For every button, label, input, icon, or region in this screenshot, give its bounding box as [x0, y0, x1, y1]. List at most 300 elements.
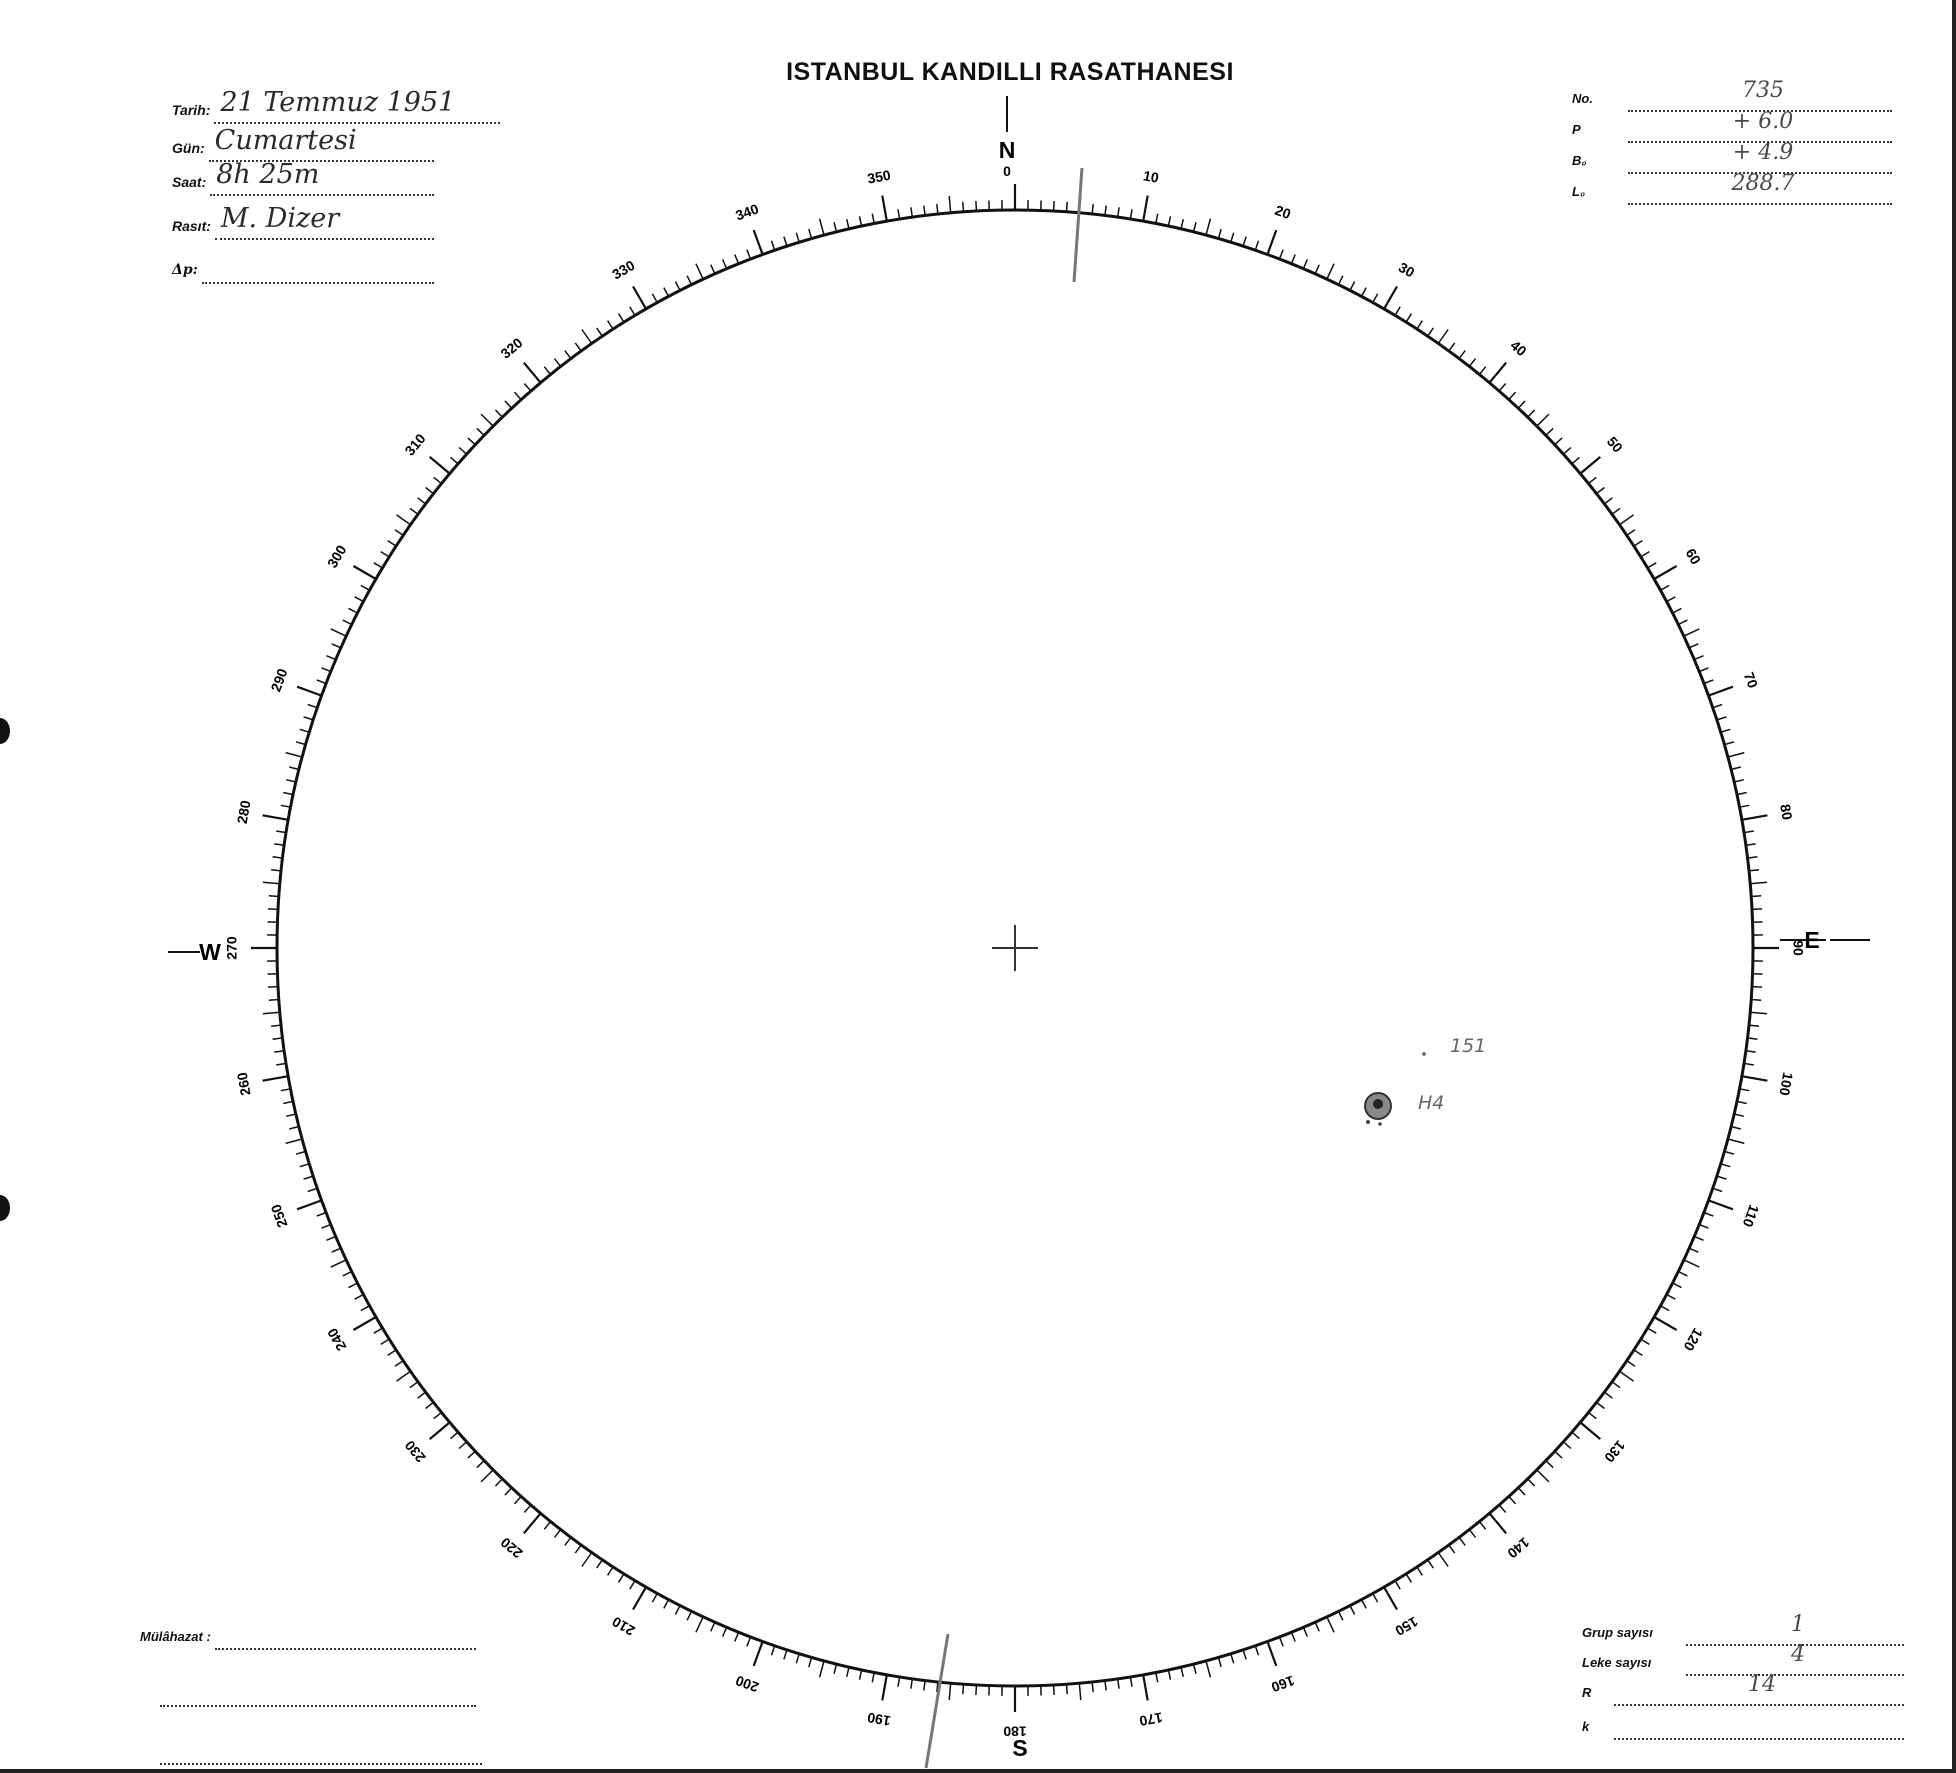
degree-tick	[1479, 1522, 1485, 1530]
degree-tick	[1704, 1213, 1713, 1217]
degree-tick	[1105, 1681, 1106, 1691]
degree-label: 60	[1682, 545, 1705, 568]
degree-tick	[1267, 1642, 1276, 1666]
degree-tick	[481, 1470, 493, 1482]
degree-tick	[524, 1505, 531, 1513]
degree-tick	[1751, 1000, 1761, 1001]
degree-tick	[495, 410, 502, 417]
degree-tick	[882, 1675, 887, 1701]
degree-tick	[747, 1637, 751, 1646]
degree-tick	[1728, 1139, 1744, 1143]
degree-tick	[459, 1442, 467, 1449]
degree-tick	[1130, 209, 1132, 219]
degree-tick	[308, 705, 317, 708]
degree-tick	[1746, 844, 1756, 845]
degree-tick	[687, 276, 691, 285]
degree-tick	[696, 264, 703, 279]
degree-tick	[1327, 1617, 1334, 1632]
degree-tick	[747, 250, 751, 259]
degree-tick	[1315, 265, 1319, 274]
degree-tick	[1563, 448, 1571, 455]
degree-tick	[949, 196, 951, 213]
degree-tick	[1384, 286, 1397, 309]
degree-tick	[286, 753, 302, 757]
degree-tick	[1731, 1127, 1741, 1130]
degree-tick	[1713, 1188, 1722, 1191]
degree-tick	[269, 896, 279, 897]
degree-label: 40	[1507, 336, 1530, 360]
degree-tick	[723, 1627, 727, 1636]
degree-tick	[1724, 742, 1734, 745]
degree-tick	[343, 1272, 352, 1276]
degree-tick	[481, 414, 493, 426]
degree-label: 70	[1740, 670, 1762, 691]
degree-tick	[1231, 233, 1234, 243]
degree-tick	[1563, 1442, 1571, 1449]
degree-tick	[1750, 882, 1767, 884]
b0-label: B₀	[1572, 153, 1587, 168]
degree-tick	[524, 1513, 541, 1533]
degree-tick	[410, 508, 418, 514]
degree-tick	[723, 260, 727, 269]
degree-tick	[426, 1402, 434, 1408]
degree-label: 300	[323, 542, 350, 571]
degree-tick	[664, 1600, 669, 1609]
degree-tick	[1654, 1317, 1677, 1330]
degree-tick	[1572, 1432, 1580, 1439]
degree-label: 350	[866, 166, 892, 187]
degree-tick	[872, 1672, 874, 1682]
degree-tick	[575, 1545, 581, 1553]
degree-tick	[1555, 1451, 1562, 1458]
degree-tick	[949, 1683, 951, 1700]
degree-label: 310	[401, 430, 429, 459]
degree-tick	[1181, 1667, 1183, 1677]
degree-tick	[1580, 457, 1600, 474]
degree-tick	[1721, 729, 1731, 732]
degree-tick	[1373, 294, 1378, 303]
degree-tick	[1267, 230, 1276, 254]
degree-tick	[754, 1642, 763, 1666]
degree-tick	[281, 1089, 291, 1091]
degree-tick	[882, 196, 887, 222]
degree-tick	[1744, 831, 1754, 833]
degree-tick	[652, 1594, 657, 1603]
degree-tick	[1194, 1664, 1197, 1674]
degree-tick	[597, 1560, 603, 1568]
degree-tick	[1489, 363, 1506, 383]
degree-tick	[505, 401, 512, 408]
degree-tick	[544, 367, 550, 375]
degree-tick	[1231, 1654, 1234, 1664]
degree-tick	[430, 457, 450, 474]
degree-tick	[434, 1412, 442, 1418]
p-angle-value[interactable]: + 6.0	[1628, 107, 1892, 143]
degree-tick	[1634, 541, 1642, 547]
degree-tick	[696, 1617, 703, 1632]
degree-tick	[343, 620, 352, 624]
degree-label: 90	[1790, 940, 1807, 956]
degree-tick	[515, 1496, 522, 1504]
degree-tick	[1546, 428, 1553, 435]
degree-tick	[353, 1317, 376, 1330]
degree-tick	[322, 668, 331, 672]
group-count-value[interactable]: 1	[1686, 1610, 1904, 1646]
degree-tick	[1604, 1392, 1612, 1398]
degree-tick	[1750, 1012, 1767, 1014]
b0-value[interactable]: + 4.9	[1628, 138, 1892, 174]
day-value[interactable]: Cumartesi	[209, 126, 434, 162]
degree-tick	[477, 428, 484, 435]
degree-tick	[395, 530, 403, 536]
degree-tick	[1641, 1339, 1649, 1344]
degree-tick	[1406, 1574, 1411, 1582]
degree-tick	[459, 448, 467, 455]
degree-tick	[1315, 1622, 1319, 1631]
degree-tick	[597, 328, 603, 336]
degree-tick	[1742, 815, 1768, 820]
degree-tick	[1721, 1164, 1731, 1167]
degree-tick	[834, 222, 837, 232]
degree-label: 150	[1392, 1613, 1421, 1640]
degree-tick	[304, 717, 314, 720]
degree-tick	[1572, 457, 1580, 464]
degree-tick	[1648, 563, 1657, 568]
degree-tick	[1734, 1114, 1744, 1116]
degree-tick	[772, 1646, 775, 1655]
degree-tick	[754, 230, 763, 254]
degree-tick	[898, 209, 900, 219]
degree-tick	[1406, 314, 1411, 322]
degree-tick	[834, 1664, 837, 1674]
sunspot-number-label: 151	[1450, 1035, 1487, 1057]
degree-tick	[924, 206, 925, 216]
degree-tick	[1654, 566, 1677, 579]
degree-tick	[361, 585, 370, 590]
degree-tick	[1280, 250, 1284, 259]
degree-tick	[860, 216, 862, 226]
wolf-number-value[interactable]: 14	[1614, 1670, 1904, 1706]
degree-label: 170	[1138, 1709, 1164, 1730]
degree-tick	[1292, 255, 1296, 264]
degree-tick	[296, 742, 306, 745]
degree-tick	[582, 330, 592, 344]
date-label: Tarih:	[172, 102, 211, 118]
degree-tick	[286, 780, 296, 782]
degree-tick	[1724, 1151, 1734, 1154]
degree-tick	[619, 314, 624, 322]
degree-tick	[1168, 216, 1170, 226]
degree-tick	[353, 566, 376, 579]
degree-tick	[268, 909, 278, 910]
degree-label: 260	[233, 1071, 254, 1097]
degree-label: 230	[401, 1437, 429, 1466]
degree-tick	[1589, 477, 1597, 483]
degree-tick	[1667, 1295, 1676, 1300]
degree-tick	[630, 307, 635, 316]
degree-tick	[1067, 1684, 1068, 1694]
sunspot-small	[1366, 1120, 1370, 1124]
degree-tick	[327, 656, 336, 660]
degree-tick	[1054, 1685, 1055, 1695]
degree-label: 290	[267, 666, 291, 694]
degree-label: 340	[733, 200, 761, 224]
degree-tick	[1156, 1672, 1158, 1682]
degree-tick	[1589, 1412, 1597, 1418]
degree-tick	[361, 1306, 370, 1311]
degree-tick	[1739, 1089, 1749, 1091]
degree-tick	[633, 286, 646, 309]
delta-p-label: Δp:	[172, 262, 198, 278]
degree-tick	[1130, 1677, 1132, 1687]
degree-tick	[1156, 214, 1158, 224]
degree-tick	[1694, 1236, 1703, 1240]
axis-mark-north	[1074, 168, 1082, 282]
degree-tick	[1417, 1567, 1423, 1575]
faint-dot	[1422, 1052, 1426, 1056]
degree-tick	[1206, 1661, 1210, 1677]
degree-tick	[1255, 241, 1258, 250]
degree-tick	[1746, 1051, 1756, 1052]
degree-tick	[269, 1000, 279, 1001]
degree-tick	[1449, 343, 1455, 351]
degree-tick	[349, 1283, 358, 1288]
degree-tick	[349, 608, 358, 613]
degree-tick	[1752, 987, 1762, 988]
degree-tick	[1067, 202, 1068, 212]
degree-tick	[1739, 805, 1749, 807]
degree-tick	[1194, 222, 1197, 232]
degree-tick	[1243, 237, 1246, 247]
degree-tick	[847, 1667, 849, 1677]
degree-tick	[675, 1606, 680, 1615]
degree-tick	[1459, 1537, 1465, 1545]
degree-tick	[1673, 608, 1682, 613]
time-label: Saat:	[172, 174, 207, 190]
degree-tick	[630, 1581, 635, 1590]
degree-tick	[555, 359, 561, 367]
degree-tick	[575, 343, 581, 351]
degree-tick	[397, 1371, 411, 1381]
degree-tick	[1168, 1670, 1170, 1680]
degree-tick	[1339, 1611, 1343, 1620]
degree-tick	[1181, 219, 1183, 229]
degree-tick	[1620, 515, 1634, 525]
degree-tick	[468, 1451, 475, 1458]
degree-tick	[911, 1679, 912, 1689]
degree-tick	[1417, 321, 1423, 329]
degree-tick	[1667, 597, 1676, 602]
degree-tick	[477, 1461, 484, 1468]
degree-tick	[820, 1661, 824, 1677]
degree-label: 50	[1603, 433, 1627, 456]
north-zero-label: 0	[1003, 163, 1011, 179]
degree-tick	[796, 233, 799, 243]
degree-tick	[687, 1611, 691, 1620]
degree-tick	[1438, 330, 1448, 344]
sunspot-small	[1378, 1122, 1382, 1126]
spot-count-value[interactable]: 4	[1686, 1640, 1904, 1676]
day-label: Gün:	[172, 140, 205, 156]
degree-tick	[426, 488, 434, 494]
l0-value[interactable]: 288.7	[1628, 169, 1892, 205]
degree-tick	[796, 1654, 799, 1664]
l0-label: L₀	[1572, 184, 1586, 199]
degree-tick	[1744, 1063, 1754, 1065]
degree-tick	[332, 1248, 341, 1252]
degree-tick	[1428, 1560, 1434, 1568]
degree-tick	[430, 1422, 450, 1439]
degree-tick	[809, 1657, 812, 1667]
degree-tick	[418, 1392, 426, 1398]
degree-tick	[1620, 1371, 1634, 1381]
degree-label: 320	[497, 334, 526, 362]
degree-tick	[263, 815, 289, 820]
degree-tick	[963, 1684, 964, 1694]
degree-tick	[1395, 307, 1400, 316]
degree-tick	[1648, 1328, 1657, 1333]
degree-tick	[664, 288, 669, 297]
date-value[interactable]: 21 Temmuz 1951	[214, 88, 500, 124]
degree-label: 110	[1739, 1202, 1763, 1230]
degree-tick	[1678, 620, 1687, 624]
degree-tick	[1054, 201, 1055, 211]
degree-tick	[544, 1522, 550, 1530]
degree-tick	[1255, 1646, 1258, 1655]
degree-tick	[1709, 1200, 1733, 1209]
degree-tick	[1751, 896, 1761, 897]
degree-tick	[300, 729, 310, 732]
degree-tick	[1206, 219, 1210, 235]
degree-tick	[1748, 1038, 1758, 1039]
degree-tick	[289, 767, 299, 770]
number-value[interactable]: 735	[1628, 76, 1892, 112]
degree-tick	[271, 870, 281, 871]
degree-label: 80	[1777, 802, 1796, 822]
degree-tick	[418, 498, 426, 504]
degree-tick	[872, 214, 874, 224]
degree-tick	[1469, 359, 1475, 367]
degree-tick	[1749, 870, 1759, 871]
number-label: No.	[1572, 91, 1593, 106]
degree-tick	[1438, 1553, 1448, 1567]
degree-tick	[524, 384, 531, 392]
degree-label: 160	[1269, 1672, 1297, 1696]
degree-tick	[1303, 1627, 1307, 1636]
degree-tick	[1459, 351, 1465, 359]
degree-tick	[1350, 282, 1355, 291]
degree-tick	[565, 351, 571, 359]
wolf-number-label: R	[1582, 1685, 1592, 1700]
degree-tick	[397, 515, 411, 525]
time-value[interactable]: 8h 25m	[210, 160, 434, 196]
degree-tick	[274, 844, 284, 845]
degree-tick	[1634, 1350, 1642, 1356]
degree-tick	[1597, 1402, 1605, 1408]
degree-tick	[1143, 1675, 1148, 1701]
degree-tick	[1661, 585, 1670, 590]
degree-tick	[1499, 384, 1506, 392]
degree-tick	[1428, 328, 1434, 336]
degree-label: 250	[267, 1202, 291, 1230]
degree-label: 240	[323, 1325, 350, 1354]
degree-label: 180	[1003, 1723, 1027, 1740]
degree-tick	[263, 882, 280, 884]
degree-tick	[1661, 1306, 1670, 1311]
degree-tick	[1499, 1505, 1506, 1513]
degree-tick	[976, 1685, 977, 1695]
degree-tick	[1737, 793, 1747, 795]
degree-tick	[1704, 680, 1713, 684]
degree-tick	[524, 363, 541, 383]
degree-tick	[1546, 1461, 1553, 1468]
degree-tick	[388, 541, 396, 547]
degree-tick	[898, 1677, 900, 1687]
axis-mark-south	[926, 1634, 948, 1768]
degree-tick	[1373, 1594, 1378, 1603]
degree-tick	[633, 1587, 646, 1610]
degree-tick	[327, 1236, 336, 1240]
degree-label: 30	[1395, 258, 1418, 281]
degree-tick	[331, 1260, 346, 1267]
degree-tick	[735, 255, 739, 264]
degree-tick	[1303, 260, 1307, 269]
degree-tick	[772, 241, 775, 250]
degree-tick	[381, 552, 389, 557]
degree-tick	[1118, 1679, 1119, 1689]
degree-tick	[451, 457, 459, 464]
degree-tick	[505, 1488, 512, 1495]
degree-tick	[1752, 909, 1762, 910]
degree-tick	[355, 1295, 364, 1300]
degree-tick	[1689, 644, 1698, 648]
degree-tick	[1684, 629, 1699, 636]
degree-label: 220	[497, 1534, 526, 1562]
degree-tick	[297, 687, 321, 696]
degree-tick	[1218, 229, 1221, 239]
degree-tick	[1489, 1513, 1506, 1533]
degree-label: 330	[609, 256, 638, 283]
degree-tick	[652, 294, 657, 303]
degree-tick	[274, 1051, 284, 1052]
degree-tick	[1362, 1600, 1367, 1609]
degree-tick	[1537, 1470, 1549, 1482]
degree-tick	[286, 1114, 296, 1116]
degree-tick	[1627, 1361, 1635, 1367]
degree-tick	[1528, 410, 1535, 417]
degree-tick	[1479, 367, 1485, 375]
degree-tick	[1092, 204, 1093, 214]
degree-tick	[273, 857, 283, 858]
k-factor-label: k	[1582, 1719, 1590, 1734]
degree-tick	[1612, 508, 1620, 514]
degree-tick	[1449, 1545, 1455, 1553]
degree-tick	[565, 1537, 571, 1545]
degree-label: 20	[1272, 201, 1293, 223]
degree-label: 190	[866, 1709, 892, 1730]
degree-tick	[784, 237, 787, 247]
degree-tick	[332, 644, 341, 648]
degree-tick	[317, 1213, 326, 1217]
observer-value[interactable]: M. Dizer	[215, 204, 434, 240]
degree-tick	[1327, 264, 1334, 279]
degree-tick	[1469, 1530, 1475, 1538]
degree-label: 120	[1680, 1325, 1707, 1354]
degree-tick	[388, 1350, 396, 1356]
degree-label: 270	[223, 936, 240, 960]
degree-tick	[1118, 207, 1119, 217]
degree-tick	[924, 1681, 925, 1691]
